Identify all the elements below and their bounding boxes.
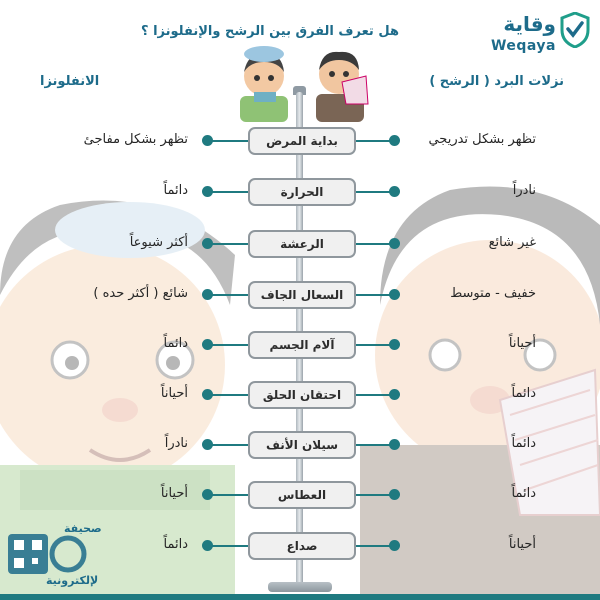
cold-value: غير شائع: [488, 235, 536, 250]
comparison-row-sneezing: [0, 478, 600, 512]
connector-dot: [202, 439, 213, 450]
connector-dot: [202, 135, 213, 146]
symptom-label: الرعشة: [248, 230, 356, 258]
connector-dot: [389, 389, 400, 400]
comparison-row-fever: [0, 175, 600, 209]
bottom-bar: [0, 594, 600, 600]
cold-value: دائماً: [511, 486, 536, 501]
flu-column-header: الانفلونزا: [40, 74, 100, 89]
symptom-label: العطاس: [248, 481, 356, 509]
connector-dot: [202, 238, 213, 249]
comparison-row-runny-nose: [0, 428, 600, 462]
comparison-row-chills: [0, 227, 600, 261]
cold-column-header: نزلات البرد ( الرشح ): [429, 74, 564, 89]
symptom-label: صداع: [248, 532, 356, 560]
connector-dot: [389, 339, 400, 350]
cold-value: تظهر بشكل تدريجي: [428, 132, 536, 147]
symptom-label: آلام الجسم: [248, 331, 356, 359]
flu-value: تظهر بشكل مفاجئ: [83, 132, 188, 147]
symptom-label: احتقان الحلق: [248, 381, 356, 409]
comparison-row-body-aches: [0, 328, 600, 362]
connector-dot: [389, 540, 400, 551]
cold-value: أحياناً: [508, 336, 536, 351]
sick-kids-illustration: [234, 42, 374, 122]
symptom-label: بداية المرض: [248, 127, 356, 155]
comparison-row-sore-throat: [0, 378, 600, 412]
connector-dot: [389, 186, 400, 197]
connector-dot: [389, 135, 400, 146]
flu-value: شائع ( أكثر حده ): [93, 286, 188, 301]
symptom-label: الحرارة: [248, 178, 356, 206]
symptom-label: سيلان الأنف: [248, 431, 356, 459]
connector-dot: [389, 238, 400, 249]
shield-check-icon: [560, 12, 590, 48]
connector-dot: [389, 289, 400, 300]
footer-electronic-text: لإلكترونية: [46, 574, 99, 587]
symptom-label: السعال الجاف: [248, 281, 356, 309]
connector-dot: [389, 489, 400, 500]
logo-arabic-text: وقاية: [503, 12, 556, 36]
comparison-row-dry-cough: [0, 278, 600, 312]
comparison-row-onset: [0, 124, 600, 158]
footer-newspaper-text: صحيفة: [64, 522, 102, 535]
page-title: هل تعرف الفرق بين الرشح والإنفلونزا ؟: [141, 24, 399, 39]
cold-value: خفيف - متوسط: [450, 286, 536, 301]
flu-value: أحياناً: [160, 386, 188, 401]
cold-value: نادراً: [512, 183, 536, 198]
cold-value: أحياناً: [508, 537, 536, 552]
flu-value: دائماً: [163, 336, 188, 351]
spine-base: [268, 582, 332, 592]
cold-value: دائماً: [511, 386, 536, 401]
connector-dot: [202, 540, 213, 551]
logo-english-text: Weqaya: [490, 38, 556, 54]
connector-dot: [202, 186, 213, 197]
flu-value: نادراً: [164, 436, 188, 451]
cold-value: دائماً: [511, 436, 536, 451]
connector-dot: [202, 389, 213, 400]
connector-dot: [389, 439, 400, 450]
flu-value: أكثر شيوعاً: [129, 235, 188, 250]
connector-dot: [202, 339, 213, 350]
flu-value: أحياناً: [160, 486, 188, 501]
connector-dot: [202, 289, 213, 300]
flu-value: دائماً: [163, 183, 188, 198]
flu-value: دائماً: [163, 537, 188, 552]
connector-dot: [202, 489, 213, 500]
